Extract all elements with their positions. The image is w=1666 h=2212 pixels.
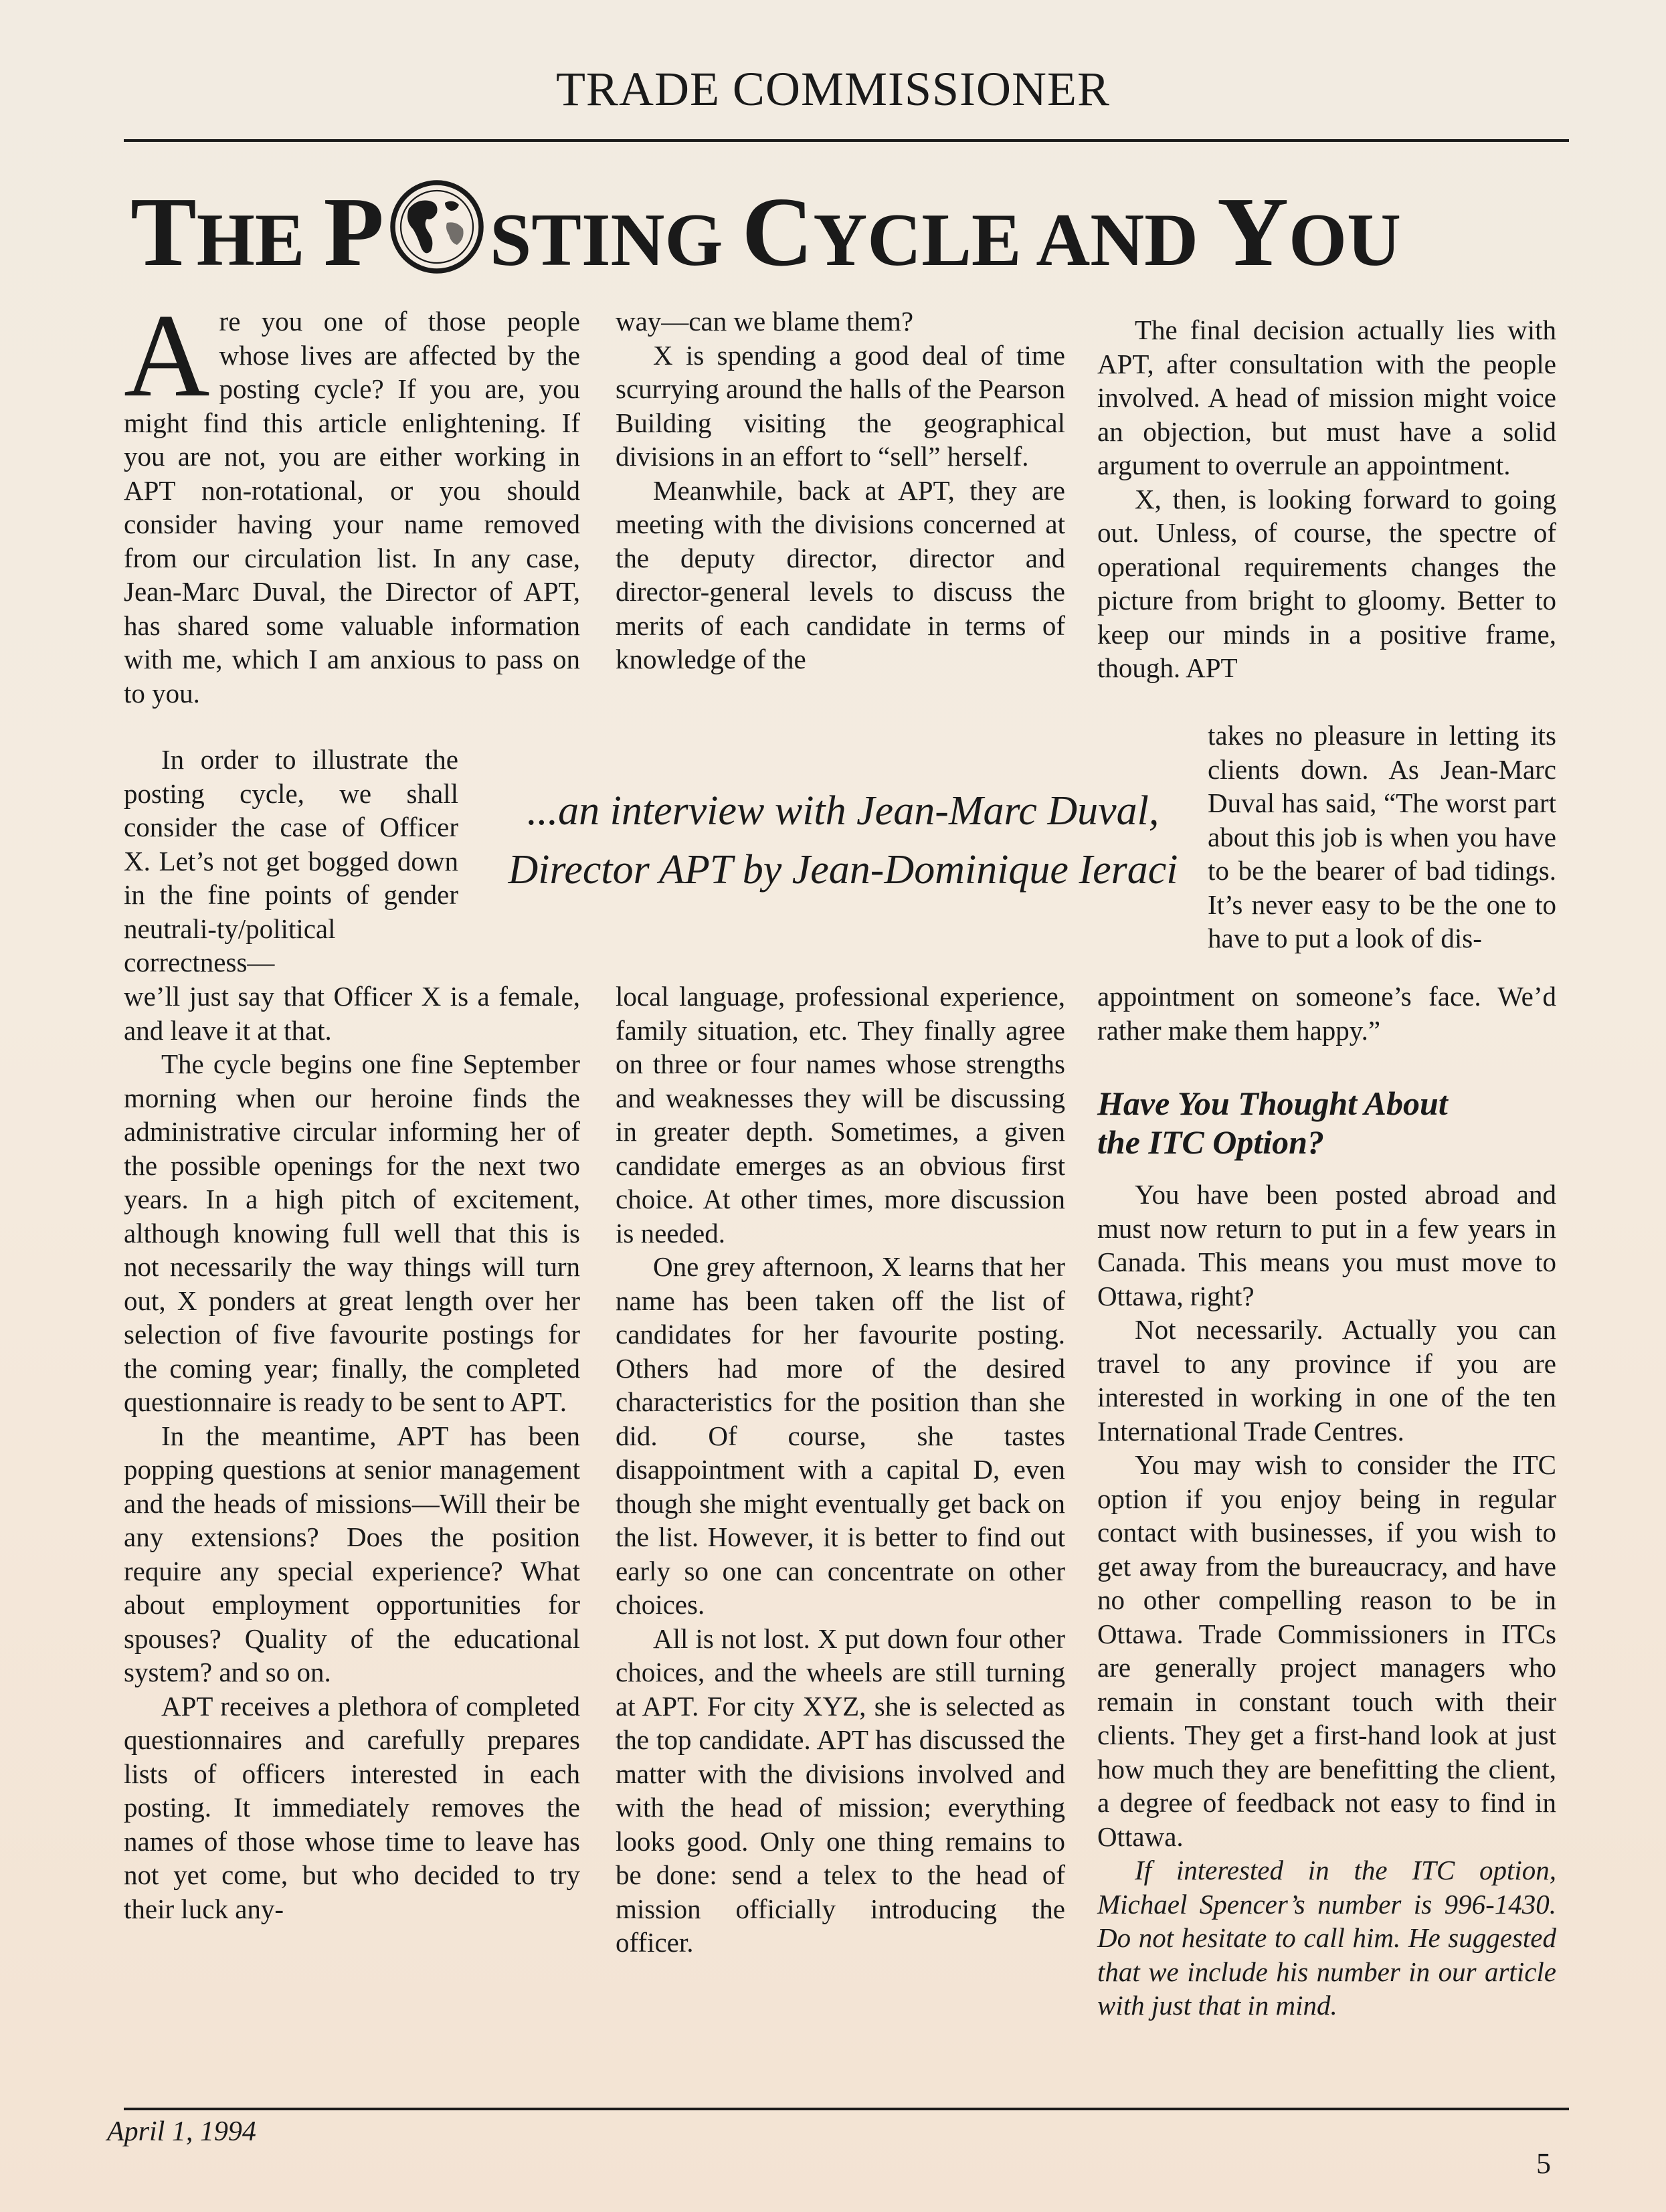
column-3-middle [1097,980,1556,1047]
globe-icon [387,177,487,277]
issue-date: April 1, 1994 [107,2116,256,2147]
headline-text: Y [1217,177,1289,287]
paragraph: In order to illustrate the posting cycle, we shall consider the case of Officer X. Let’s not get bogged down in the fine points of gender neutrali-ty/political correctness— [124,744,458,978]
column-1-top [124,289,580,710]
paragraph: way—can we blame them? [616,306,914,337]
paragraph: All is not lost. X put down four other choices, and the wheels are still turning at APT. For city XYZ, she is selected as the top candidate. APT has discussed the matter with the divisions involved and with the head of mission; everything looks good. Only one thing remains to be done: send a telex to the head of mission officially introducing the officer. [616,1623,1065,1958]
paragraph: You have been posted abroad and must now return to put in a few years in Canada. This means you must move to Ottawa, right? [1097,1179,1556,1311]
pull-quote [488,781,1198,899]
column-1-bottom [124,980,580,1926]
paragraph: we’ll just say that Officer X is a female, and leave it at that. [124,981,580,1046]
paragraph: appointment on someone’s face. We’d rather make them happy.” [1097,981,1556,1046]
footer-rule [124,2108,1569,2110]
section-subheading [1097,1084,1556,1162]
column-3-top [1097,313,1556,685]
headline-text: P [323,177,384,287]
paragraph: One grey afternoon, X learns that her name has been taken off the list of candidates for her favourite posting. Others had more of the desired characteristics for the position than she did. Of course, she tastes disappointment with a capital D, even though she might eventually get back on the list. However, it is better to find out early so one can concentrate on other choices. [616,1251,1065,1620]
paragraph-text: re you one of those people whose lives are affected by the posting cycle? If you are, you might find this article enlightening. If you are not, you are either working in APT non-rotational, or you should consider having your name removed from our circulation list. In any case, Jean-Marc Duval, the Director of APT, has shared some valuable information with me, which I am anxious to pass on to you. [124,306,580,709]
pull-quote-line: Director APT by Jean-Dominique Ieraci [508,847,1178,893]
drop-cap: A [124,289,210,422]
contact-note: If interested in the ITC option, Michael Spencer’s number is 996-1430. Do not hesitate to call him. He suggested that we include his number in our article with just that in mind. [1097,1855,1556,2021]
headline-text: T [130,177,197,287]
headline-text: C [741,177,814,287]
column-2-bottom [616,980,1065,1960]
headline-text: STING [489,199,742,282]
headline-text: YCLE AND [813,199,1218,282]
paragraph: You may wish to consider the ITC option if you enjoy being in regular contact with businesses, if you wish to get away from the bureaucracy, and have no other compelling reason to be in Ottawa. Trade Commissioners in ITCs are generally project managers who remain in constant touch with their clients. They get a first-hand look at just how much they are benefitting the client, a degree of feedback not easy to find in Ottawa. [1097,1449,1556,1852]
column-2-top [616,304,1065,676]
header-rule [124,139,1569,142]
publication-title: TRADE COMMISSIONER [555,62,1111,116]
column-3-narrow [1208,719,1556,955]
paragraph: X, then, is looking forward to going out. Unless, of course, the spectre of operational requirements changes the picture from bright to gloomy. Better to keep our minds in a positive frame, though. APT [1097,483,1556,683]
paragraph: Not necessarily. Actually you can travel to any province if you are interested in working in one of the ten International Trade Centres. [1097,1314,1556,1447]
paragraph: The cycle begins one fine September morning when our heroine finds the administrative circular informing her of the possible openings for the next two years. In a high pitch of excitement, although knowing full well that this is not necessarily the way things will turn out, X ponders at great length over her selection of five favourite postings for the coming year; finally, the completed questionnaire is ready to be sent to APT. [124,1048,580,1417]
headline-text: OU [1288,199,1401,282]
paragraph: The final decision actually lies with APT, after consultation with the people involved. A head of mission might voice an objection, but must have a solid argument to overrule an appointment. [1097,314,1556,480]
paragraph: In the meantime, APT has been popping questions at senior management and the heads of missions—Will their be any extensions? Does the position require any special experience? What about employment opportunities for spouses? Quality of the educational system? and so on. [124,1420,580,1687]
paragraph: takes no pleasure in letting its clients down. As Jean-Marc Duval has said, “The worst part about this job is when you have to be the bearer of bad tidings. It’s never easy to be the one to have to put a look of dis- [1208,720,1556,953]
paragraph: X is spending a good deal of time scurrying around the halls of the Pearson Building visiting the geographical divisions in an effort to “sell” herself. [616,339,1065,472]
pull-quote-line: ...an interview with Jean-Marc Duval, [527,788,1160,834]
article-headline [130,175,1569,289]
page-number: 5 [1536,2147,1551,2180]
paragraph: APT receives a plethora of completed questionnaires and carefully prepares lists of officers interested in each posting. It immediately removes the names of those whose time to leave has not yet come, but who decided to try their luck any- [124,1690,580,1924]
subheading-line: the ITC Option? [1097,1123,1324,1161]
column-1-narrow [124,743,458,980]
headline-text: HE [196,199,324,282]
paragraph: Meanwhile, back at APT, they are meeting with the divisions concerned at the deputy director, director and director-general levels to discuss the merits of each candidate in terms of knowledge of the [616,474,1065,674]
paragraph [124,289,580,710]
paragraph: local language, professional experience, family situation, etc. They finally agree on three or four names whose strengths and weaknesses they will be discussing in greater depth. Sometimes, a given candidate emerges as an obvious first choice. At other times, more discussion is needed. [616,981,1065,1249]
column-3-bottom [1097,1178,1556,2023]
subheading-line: Have You Thought About [1097,1085,1448,1122]
